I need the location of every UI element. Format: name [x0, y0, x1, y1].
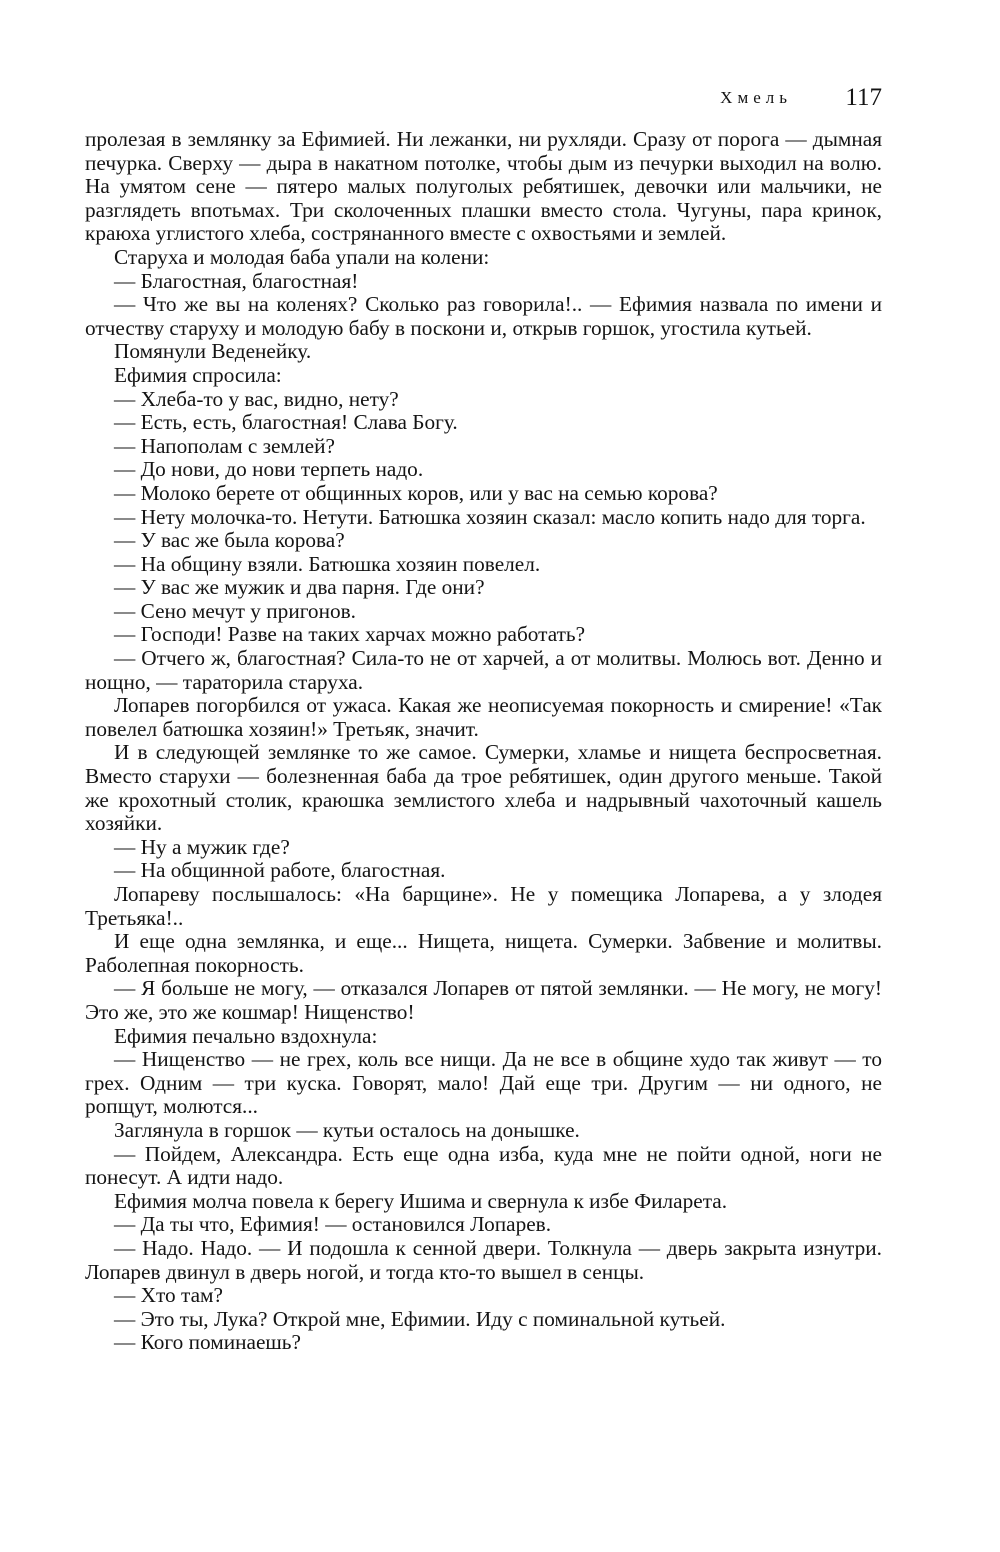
paragraph: — Надо. Надо. — И подошла к сенной двери. Толкнула — дверь закрыта изнутри. Лопарев двинул в дверь ногой, и тогда кто-то вышел в сенцы.	[85, 1235, 882, 1284]
body-text	[85, 128, 882, 1355]
paragraph: — Благостная, благостная!	[114, 268, 359, 293]
paragraph: — На общинной работе, благостная.	[114, 858, 446, 883]
paragraph: — Да ты что, Ефимия! — остановился Лопарев.	[114, 1212, 552, 1237]
paragraph: — Молоко берете от общинных коров, или у вас на семью корова?	[114, 480, 718, 505]
page-header	[85, 84, 882, 116]
paragraph: — Сено мечут у пригонов.	[114, 598, 356, 623]
paragraph: — Напополам с землей?	[114, 433, 335, 458]
paragraph: — Ну а мужик где?	[114, 834, 290, 859]
paragraph: И еще одна землянка, и еще... Нищета, нищета. Сумерки. Забвение и молитвы. Раболепная покорность.	[85, 929, 882, 977]
paragraph: — Хлеба-то у вас, видно, нету?	[114, 386, 399, 411]
paragraph: Заглянула в горшок — кутьи осталось на донышке.	[114, 1117, 580, 1142]
paragraph: — Господи! Разве на таких харчах можно работать?	[114, 622, 586, 647]
paragraph: — Это ты, Лука? Открой мне, Ефимии. Иду с поминальной кутьей.	[114, 1306, 726, 1331]
paragraph: Лопареву послышалось: «На барщине». Не у помещика Лопарева, а у злодея Третьяка!..	[85, 882, 882, 930]
paragraph: — До нови, до нови терпеть надо.	[114, 457, 424, 482]
paragraph: — Пойдем, Александра. Есть еще одна изба, куда мне не пойти одной, ноги не понесут. А идти надо.	[85, 1141, 882, 1190]
paragraph: — Нищенство — не грех, коль все нищи. Да не все в общине худо так живут — то грех. Одним — три куска. Говорят, мало! Дай еще три. Другим — ни одного, не ропщут, молются...	[85, 1047, 882, 1119]
paragraph: Старуха и молодая баба упали на колени:	[114, 244, 490, 269]
paragraph: — Отчего ж, благостная? Сила-то не от харчей, а от молитвы. Молюсь вот. Денно и нощно, — тараторила старуха.	[85, 646, 882, 694]
paragraph: Ефимия печально вздохнула:	[114, 1023, 378, 1048]
paragraph: Лопарев погорбился от ужаса. Какая же неописуемая покорность и смирение! «Так повелел батюшка хозяин!» Третьяк, значит.	[85, 693, 882, 741]
paragraph: Помянули Веденейку.	[114, 339, 312, 364]
paragraph: Ефимия молча повела к берегу Ишима и свернула к избе Филарета.	[114, 1188, 728, 1213]
paragraph: И в следующей землянке то же самое. Сумерки, хламье и нищета беспросветная. Вместо старухи — болезненная баба да трое ребятишек, один другого меньше. Такой же крохотный столик, краюшка землистого хлеба и надрывный чахоточный кашель хозяйки.	[85, 740, 882, 836]
page-number: 117	[845, 84, 882, 111]
paragraph: — У вас же была корова?	[114, 528, 345, 553]
paragraph: Ефимия спросила:	[114, 362, 282, 387]
paragraph: — Что же вы на коленях? Сколько раз говорила!.. — Ефимия назвала по имени и отчеству старуху и молодую бабу в поскони и, открыв горшок, угостила кутьей.	[85, 292, 882, 340]
paragraph: — Хто там?	[114, 1283, 223, 1308]
paragraph: — Есть, есть, благостная! Слава Богу.	[114, 410, 458, 435]
running-title: Хмель	[720, 88, 792, 107]
paragraph: — Кого поминаешь?	[114, 1330, 301, 1355]
paragraph: — На общину взяли. Батюшка хозяин повелел.	[114, 551, 541, 576]
paragraph: — Я больше не могу, — отказался Лопарев от пятой землянки. — Не могу, не могу! Это же, это же кошмар! Нищенство!	[85, 976, 882, 1024]
paragraph: — Нету молочка-то. Нетути. Батюшка хозяин сказал: масло копить надо для торга.	[114, 504, 866, 529]
paragraph: пролезая в землянку за Ефимией. Ни лежанки, ни рухляди. Сразу от порога — дымная печурка. Сверху — дыра в накатном потолке, чтобы дым из печурки выходил на волю. На умятом сене — пятеро малых полуголых ребятишек, девочки или мальчики, не разглядеть впотьмах. Три сколоченных плашки вместо стола. Чугуны, пара кринок, краюха углистого хлеба, сострянанного вместе с охвостьями и землей.	[85, 127, 882, 246]
paragraph: — У вас же мужик и два парня. Где они?	[114, 575, 485, 600]
